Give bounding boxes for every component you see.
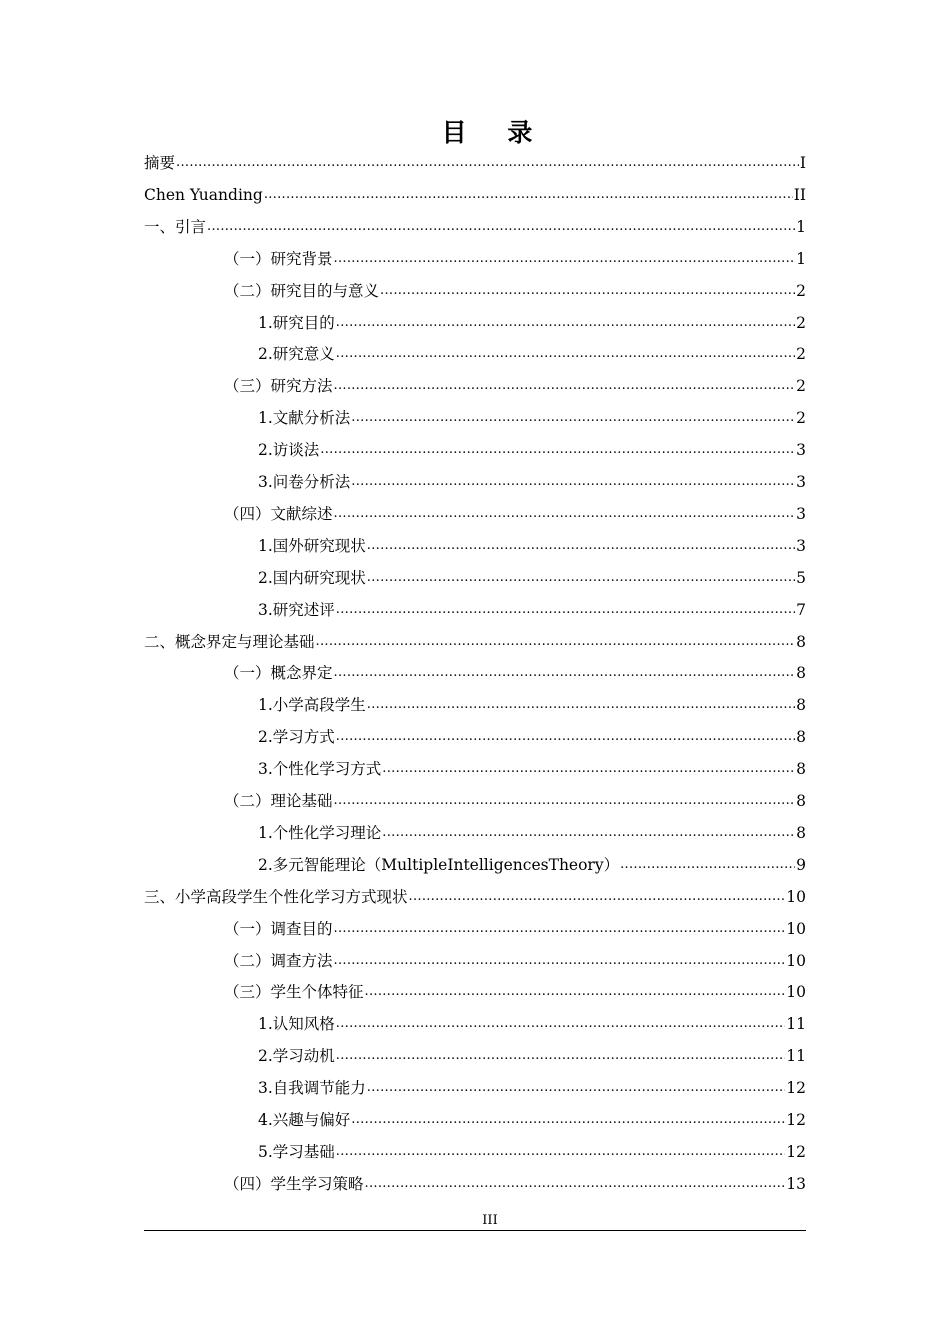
toc-leader-dots xyxy=(334,243,796,275)
toc-entry xyxy=(258,1104,806,1136)
toc-leader-dots xyxy=(336,1136,785,1168)
toc-entry-label: 1.认知风格 xyxy=(258,1015,335,1034)
toc-leader-dots xyxy=(367,562,795,594)
toc-leader-dots xyxy=(382,753,795,785)
toc-leader-dots xyxy=(207,211,795,243)
toc-leader-dots xyxy=(334,498,796,530)
toc-entry xyxy=(224,1168,806,1200)
toc-leader-dots xyxy=(334,913,786,945)
toc-entry xyxy=(224,976,806,1008)
toc-leader-dots xyxy=(367,530,795,562)
toc-entry-page: 12 xyxy=(786,1111,806,1129)
toc-entry xyxy=(258,689,806,721)
toc-leader-dots xyxy=(336,594,795,626)
toc-entry-label: 三、小学高段学生个性化学习方式现状 xyxy=(144,887,408,906)
toc-entry-page: 9 xyxy=(796,855,806,874)
toc-entry-label: （一）研究背景 xyxy=(224,249,333,268)
footer-rule xyxy=(144,1230,806,1231)
toc-leader-dots xyxy=(365,1168,786,1200)
toc-entry-label: 1.个性化学习理论 xyxy=(258,823,382,842)
toc-leader-dots xyxy=(334,657,796,689)
toc-entry-page: 10 xyxy=(786,919,806,938)
toc-leader-dots xyxy=(380,275,795,307)
toc-leader-dots xyxy=(316,626,796,658)
toc-entry-page: 3 xyxy=(796,441,806,460)
toc-entry xyxy=(144,211,806,243)
toc-entry-label: 1.研究目的 xyxy=(258,313,335,332)
toc-entry-label: 5.学习基础 xyxy=(258,1142,335,1161)
toc-entry-page: 12 xyxy=(786,1079,806,1098)
toc-entry-label: 摘要 xyxy=(144,154,176,172)
toc-entry-page: 3 xyxy=(796,504,806,523)
toc-leader-dots xyxy=(351,466,795,498)
toc-entry-page: 1 xyxy=(796,217,806,236)
toc-entry xyxy=(258,530,806,562)
toc-entry-label: 1.文献分析法 xyxy=(258,409,351,428)
toc-entry xyxy=(224,785,806,817)
toc-entry-label: 3.个性化学习方式 xyxy=(258,760,382,779)
toc-entry-page: 8 xyxy=(796,823,806,842)
toc-entry-label: （三）研究方法 xyxy=(224,377,333,396)
toc-entry-label: 2.研究意义 xyxy=(258,345,335,364)
toc-leader-dots xyxy=(336,721,795,753)
toc-entry xyxy=(224,945,806,977)
toc-entry-label: （一）调查目的 xyxy=(224,919,333,938)
toc-entry-page: 10 xyxy=(786,887,806,906)
toc-entry-page: I xyxy=(799,154,806,172)
toc-entry-label: 3.自我调节能力 xyxy=(258,1079,366,1098)
toc-entry-page: 13 xyxy=(786,1174,806,1193)
toc-entry xyxy=(224,913,806,945)
toc-leader-dots xyxy=(336,338,795,370)
toc-entry xyxy=(258,753,806,785)
toc-entry xyxy=(258,594,806,626)
toc-entry xyxy=(144,179,806,211)
toc-leader-dots xyxy=(620,849,795,881)
toc-entry-label: （二）研究目的与意义 xyxy=(224,281,380,300)
toc-entry xyxy=(258,466,806,498)
toc-entry xyxy=(258,434,806,466)
toc-entry-page: 11 xyxy=(786,1047,806,1066)
toc-entry xyxy=(144,881,806,913)
toc-entry-page: 2 xyxy=(796,345,806,364)
toc-entry xyxy=(258,1136,806,1168)
toc-entry xyxy=(258,1040,806,1072)
toc-entry-label: 4.兴趣与偏好 xyxy=(258,1111,351,1129)
toc-entry-page: 5 xyxy=(796,568,806,587)
toc-leader-dots xyxy=(351,402,795,434)
toc-entry-page: 12 xyxy=(786,1142,806,1161)
toc-entry xyxy=(144,147,806,179)
toc-entry-label: （一）概念界定 xyxy=(224,664,333,683)
toc-entry-label: 2.学习方式 xyxy=(258,728,335,747)
toc-entry-page: II xyxy=(793,185,806,204)
toc-entry xyxy=(258,1008,806,1040)
toc-entry-page: 8 xyxy=(796,632,806,651)
toc-entry xyxy=(258,562,806,594)
toc-entry-page: 2 xyxy=(796,409,806,428)
toc-leader-dots xyxy=(367,689,795,721)
toc-entry xyxy=(224,275,806,307)
toc-entry-label: 2.访谈法 xyxy=(258,441,320,460)
toc-entry-label: 一、引言 xyxy=(144,217,207,236)
toc-entry-label: 1.国外研究现状 xyxy=(258,536,366,555)
toc-leader-dots xyxy=(336,307,795,339)
toc-entry-page: 10 xyxy=(786,951,806,970)
toc-entry-label: 2.国内研究现状 xyxy=(258,568,366,587)
toc-entry-page: 8 xyxy=(796,792,806,810)
toc-entry-page: 10 xyxy=(786,983,806,1002)
toc-entry-page: 8 xyxy=(796,760,806,779)
toc-leader-dots xyxy=(334,370,796,402)
toc-entry xyxy=(224,498,806,530)
toc-entry xyxy=(258,402,806,434)
toc-entry xyxy=(258,338,806,370)
toc-entry-label: 3.研究述评 xyxy=(258,600,335,619)
toc-leader-dots xyxy=(334,945,786,977)
toc-entry-label: （二）理论基础 xyxy=(224,792,333,810)
toc-entry-page: 2 xyxy=(796,281,806,300)
toc-title: 目 录 xyxy=(441,118,549,147)
toc-entry-label: （三）学生个体特征 xyxy=(224,983,364,1002)
toc-entry xyxy=(258,849,806,881)
toc-entry-label: 1.小学高段学生 xyxy=(258,696,366,715)
toc-entry-label: 2.多元智能理论（MultipleIntelligencesTheory） xyxy=(258,855,620,874)
toc-entry xyxy=(144,626,806,658)
toc-entry-label: 2.学习动机 xyxy=(258,1047,335,1066)
toc-leader-dots xyxy=(382,817,795,849)
toc-entry-page: 11 xyxy=(786,1015,806,1034)
toc-entry-label: Chen Yuanding xyxy=(144,185,263,204)
toc-entry xyxy=(258,721,806,753)
toc-entry-label: 二、概念界定与理论基础 xyxy=(144,632,315,651)
toc-entry-label: 3.问卷分析法 xyxy=(258,473,351,491)
toc-leader-dots xyxy=(334,785,796,817)
toc-leader-dots xyxy=(176,147,799,179)
toc-entry xyxy=(224,370,806,402)
toc-entry-label: （四）文献综述 xyxy=(224,504,333,523)
toc-leader-dots xyxy=(264,179,793,211)
toc-entry-page: 8 xyxy=(796,728,806,747)
toc-leader-dots xyxy=(320,434,795,466)
toc-entry-page: 2 xyxy=(796,377,806,396)
toc-entry-page: 8 xyxy=(796,664,806,683)
toc-leader-dots xyxy=(351,1104,785,1136)
footer-page-number: III xyxy=(482,1213,498,1228)
toc-entry-page: 1 xyxy=(796,249,806,268)
toc-entry-page: 3 xyxy=(796,473,806,491)
toc-entry-page: 7 xyxy=(796,600,806,619)
toc-entry xyxy=(224,243,806,275)
toc-leader-dots xyxy=(367,1072,785,1104)
toc-entry-label: （四）学生学习策略 xyxy=(224,1174,364,1193)
toc-leader-dots xyxy=(365,976,786,1008)
toc-entry xyxy=(224,657,806,689)
toc-entry-page: 2 xyxy=(796,313,806,332)
toc-leader-dots xyxy=(409,881,786,913)
toc-leader-dots xyxy=(336,1008,785,1040)
toc-entry-label: （二）调查方法 xyxy=(224,951,333,970)
toc-leader-dots xyxy=(336,1040,785,1072)
toc-entry xyxy=(258,307,806,339)
toc-entry-page: 8 xyxy=(796,696,806,715)
toc-entry xyxy=(258,817,806,849)
toc-entry xyxy=(258,1072,806,1104)
toc-entry-page: 3 xyxy=(796,536,806,555)
